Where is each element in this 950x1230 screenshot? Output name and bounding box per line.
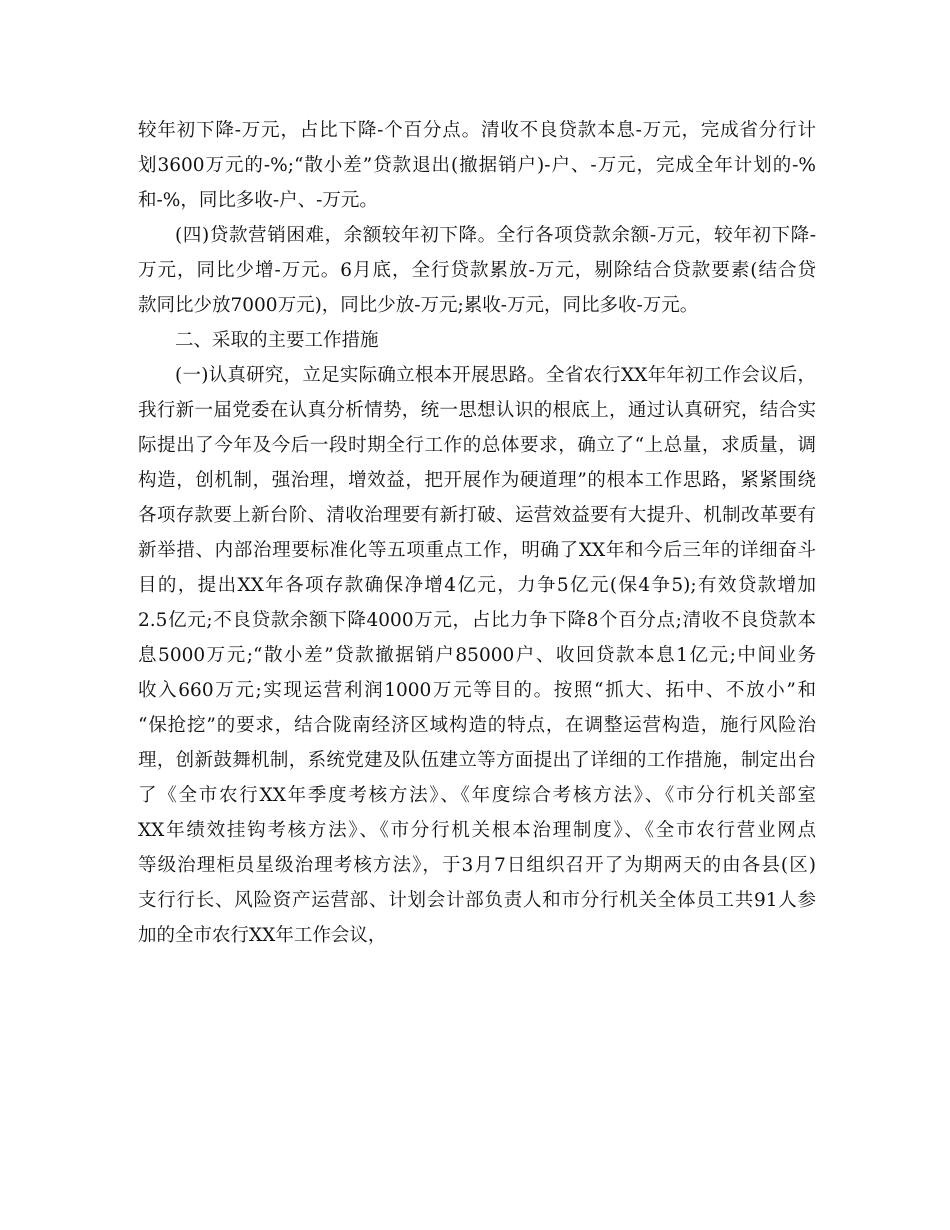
paragraph-4-line-14: XX年绩效挂钩考核方法》、《市分行机关根本治理制度》、《全市农行营业网点 <box>138 820 816 841</box>
paragraph-4-line-12: 理，创新鼓舞机制，系统党建及队伍建立等方面提出了详细的工作措施，制定出台 <box>138 750 816 771</box>
paragraph-1-line-1: 较年初下降-万元，占比下降-个百分点。清收不良贷款本息-万元，完成省分行计 <box>138 120 816 141</box>
paragraph-1-line-2: 划3600万元的-%;“散小差”贷款退出(撤据销户)-户、-万元，完成全年计划的-% <box>138 155 816 176</box>
paragraph-2-line-2: 万元，同比少增-万元。6月底，全行贷款累放-万元，剔除结合贷款要素(结合贷 <box>138 260 816 281</box>
paragraph-4-line-17: 加的全市农行XX年工作会议， <box>138 925 387 946</box>
paragraph-4-line-7: 目的，提出XX年各项存款确保净增4亿元，力争5亿元(保4争5);有效贷款增加 <box>138 575 816 596</box>
paragraph-4-line-1: (一)认真研究，立足实际确立根本开展思路。全省农行XX年年初工作会议后， <box>175 365 816 386</box>
paragraph-4-line-8: 2.5亿元;不良贷款余额下降4000万元，占比力争下降8个百分点;清收不良贷款本 <box>138 610 816 631</box>
paragraph-2-line-1: (四)贷款营销困难，余额较年初下降。全行各项贷款余额-万元，较年初下降- <box>175 225 816 246</box>
paragraph-4-line-3: 际提出了今年及今后一段时期全行工作的总体要求，确立了“上总量，求质量，调 <box>138 435 816 456</box>
paragraph-4-line-10: 收入660万元;实现运营利润1000万元等目的。按照“抓大、拓中、不放小”和 <box>138 680 816 701</box>
paragraph-4-line-6: 新举措、内部治理要标准化等五项重点工作，明确了XX年和今后三年的详细奋斗 <box>138 540 816 561</box>
paragraph-4-line-5: 各项存款要上新台阶、清收治理要有新打破、运营效益要有大提升、机制改革要有 <box>138 505 816 526</box>
paragraph-2-line-3: 款同比少放7000万元)，同比少放-万元;累收-万元，同比多收-万元。 <box>138 295 699 316</box>
paragraph-4-line-13: 了《全市农行XX年季度考核方法》、《年度综合考核方法》、《市分行机关部室 <box>138 785 816 806</box>
document-body <box>138 113 816 953</box>
paragraph-4-line-4: 构造，创机制，强治理，增效益，把开展作为硬道理”的根本工作思路，紧紧围绕 <box>138 470 816 491</box>
paragraph-4-line-11: “保抢挖”的要求，结合陇南经济区域构造的特点，在调整运营构造，施行风险治 <box>138 715 816 736</box>
paragraph-4-line-2: 我行新一届党委在认真分析情势，统一思想认识的根底上，通过认真研究，结合实 <box>138 400 816 421</box>
paragraph-4-line-15: 等级治理柜员星级治理考核方法》，于3月7日组织召开了为期两天的由各县(区) <box>138 855 816 876</box>
paragraph-1-line-3: 和-%，同比多收-户、-万元。 <box>138 190 378 211</box>
section-heading: 二、采取的主要工作措施 <box>175 330 379 351</box>
paragraph-4-line-9: 息5000万元;“散小差”贷款撤据销户85000户、收回贷款本息1亿元;中间业务 <box>138 645 816 666</box>
paragraph-4-line-16: 支行行长、风险资产运营部、计划会计部负责人和市分行机关全体员工共91人参 <box>138 890 816 911</box>
